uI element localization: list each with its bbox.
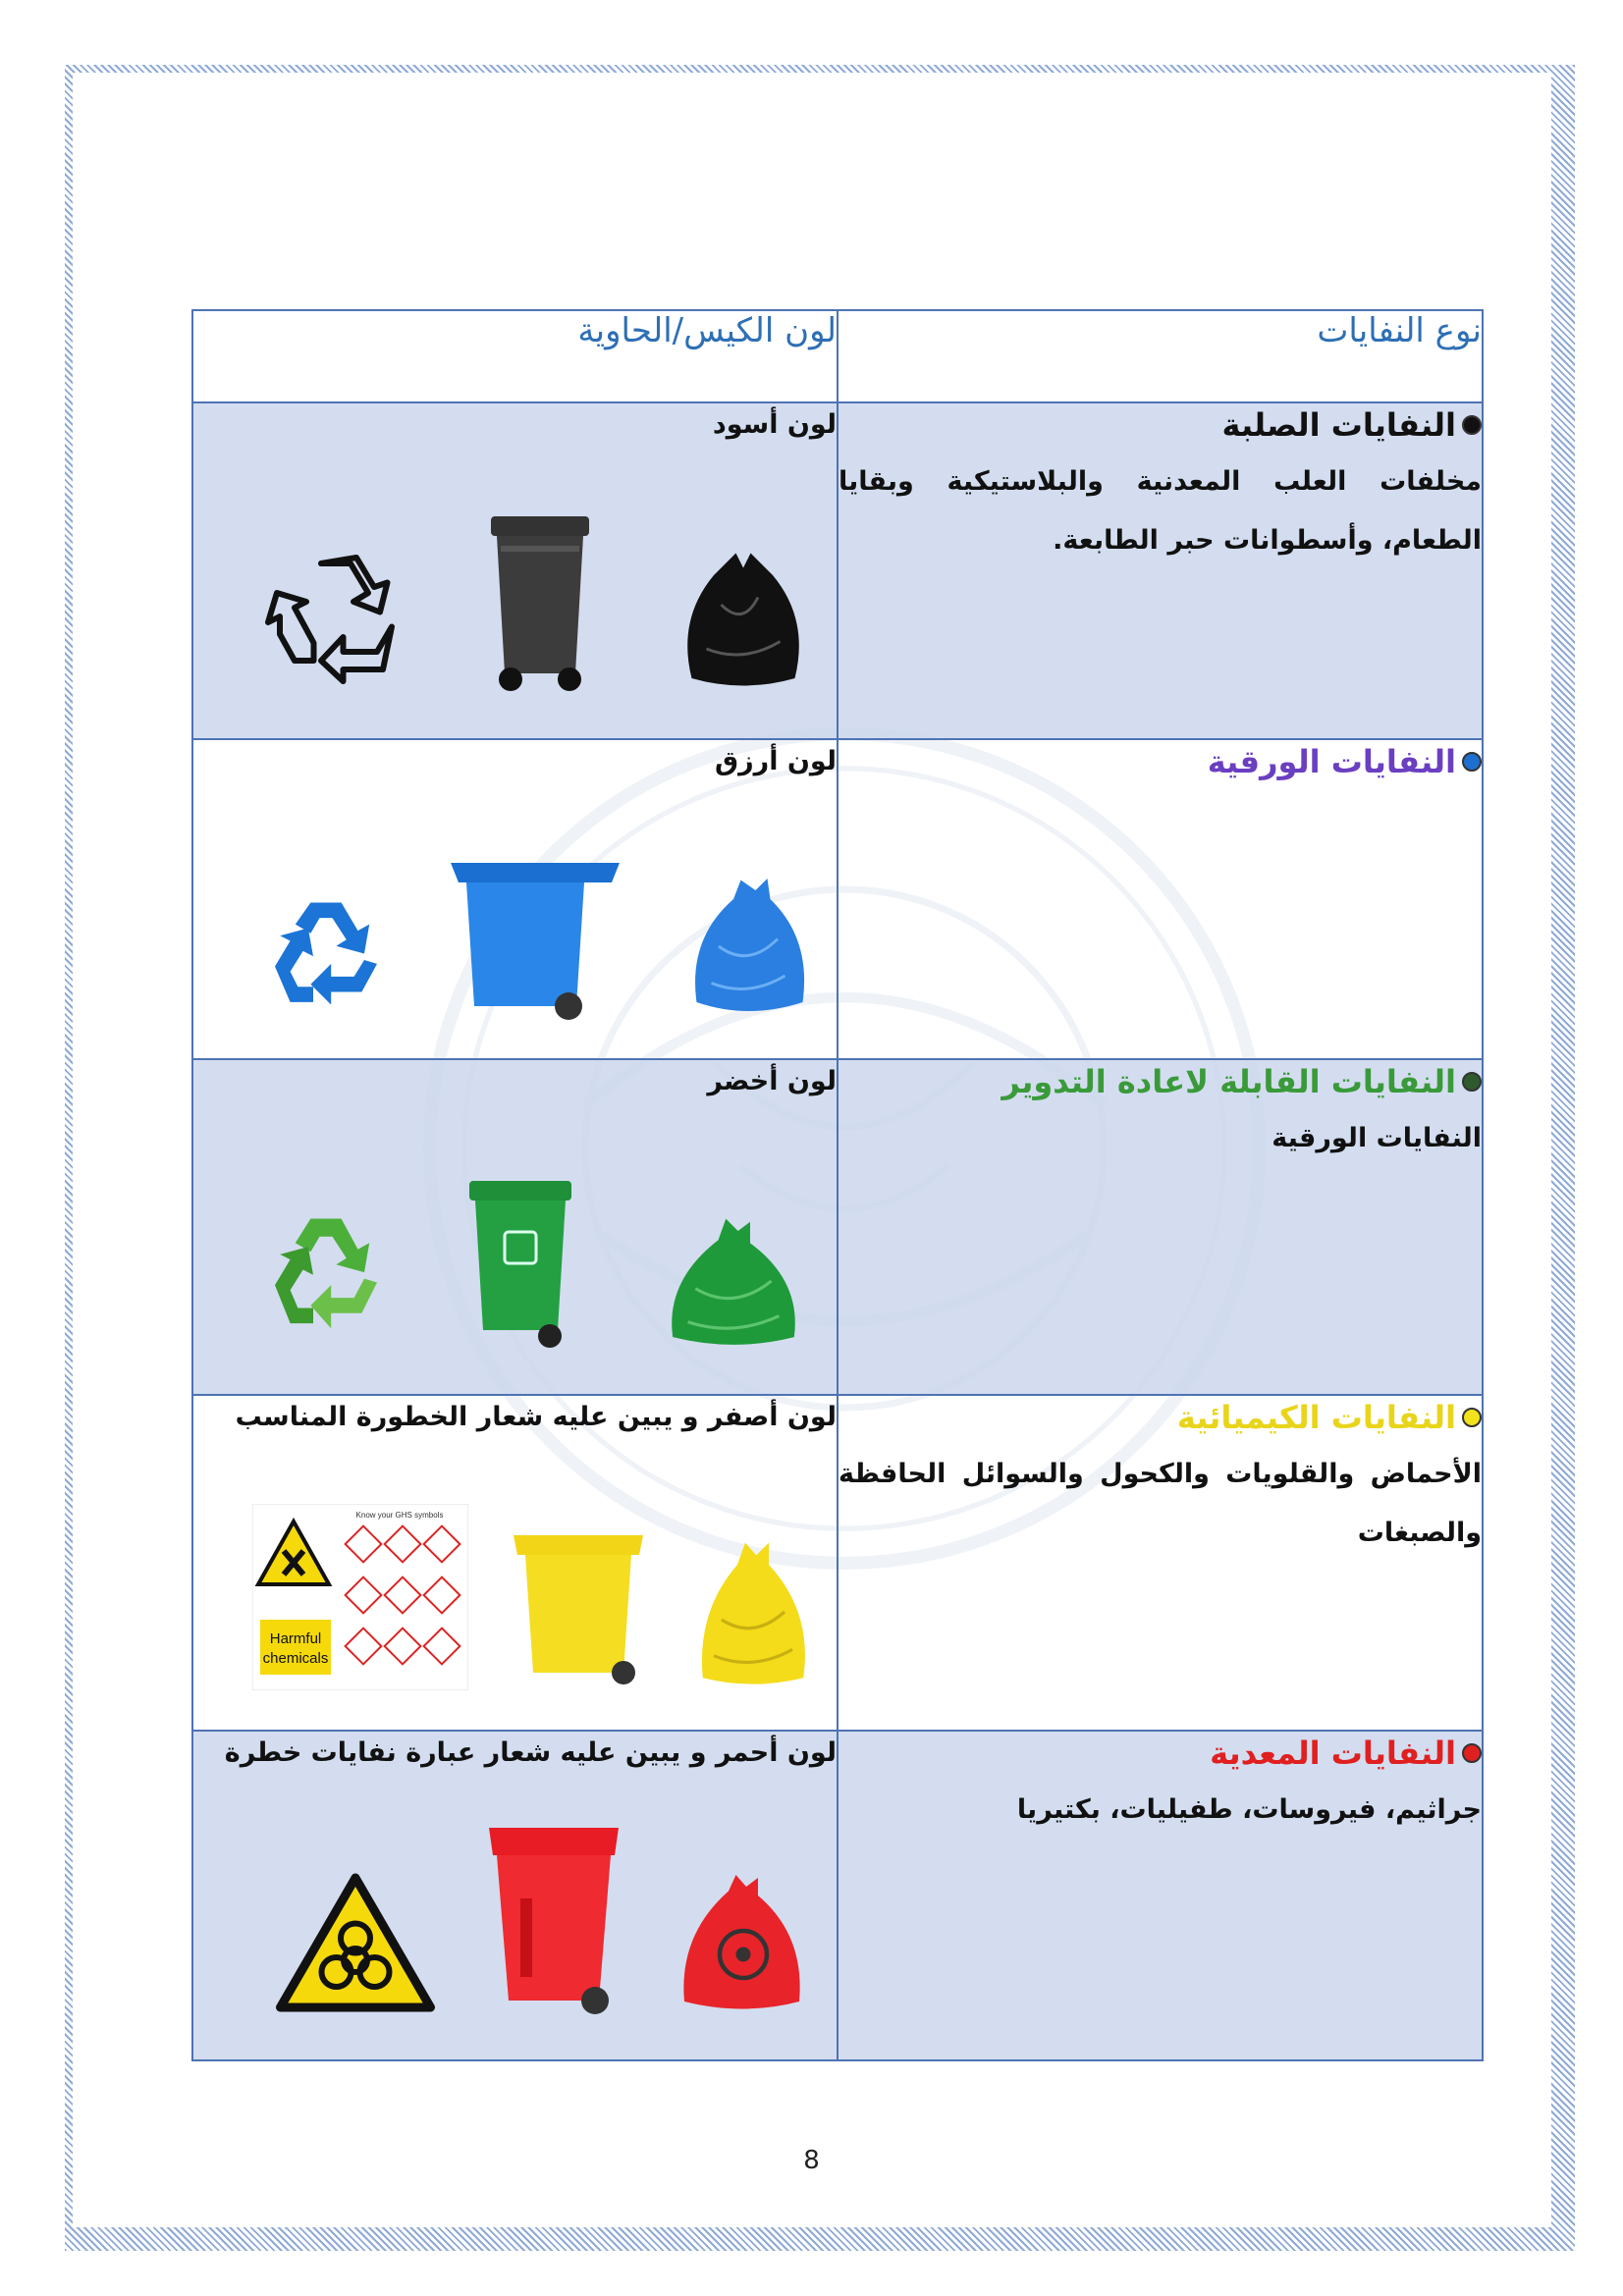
table-header-row — [192, 310, 1483, 402]
table-row — [192, 739, 1483, 1059]
waste-type-description: الأحماض والقلويات والكحول والسوائل الحافظة والصبغات — [839, 1459, 1482, 1548]
blue-bag-icon — [679, 873, 817, 1020]
container-color-label: لون أسود — [712, 409, 837, 440]
harmful-chemicals-sign — [252, 1504, 468, 1690]
waste-type-cell — [838, 1059, 1483, 1395]
icons-row — [262, 853, 817, 1020]
blue-bin-icon — [447, 853, 623, 1020]
blue-recycle-icon — [262, 887, 390, 1020]
page-number: 8 — [803, 2146, 820, 2175]
biohazard-sign-icon — [272, 1869, 439, 2016]
table-row — [192, 1731, 1483, 2060]
container-color-cell — [192, 402, 838, 739]
container-color-cell — [192, 1395, 838, 1731]
green-bin-icon — [461, 1173, 579, 1350]
color-column-header: لون الكيس/الحاوية — [192, 310, 838, 402]
icons-row — [262, 1173, 817, 1350]
container-color-label: لون أصفر و يبين عليه شعار الخطورة المناسب — [235, 1402, 837, 1432]
type-column-header: نوع النفايات — [838, 310, 1483, 402]
container-color-cell — [192, 1059, 838, 1395]
sign-text-line-1: Harmful — [269, 1630, 322, 1647]
waste-type-description: جراثيم، فيروسات، طفيليات، بكتيريا — [1016, 1794, 1482, 1825]
bullet-dot — [1462, 415, 1482, 435]
sign-header: Know your GHS symbols — [355, 1511, 444, 1520]
bullet-dot — [1462, 1408, 1482, 1427]
container-color-cell — [192, 1731, 838, 2060]
bullet-dot — [1462, 1072, 1482, 1092]
waste-type-cell — [838, 1395, 1483, 1731]
waste-type-title: النفايات القابلة لاعادة التدوير — [839, 1060, 1482, 1103]
black-bin-icon — [481, 507, 599, 693]
sign-text-line-2: chemicals — [262, 1650, 329, 1667]
waste-type-description: مخلفات العلب المعدنية والبلاستيكية وبقايا الطعام، وأسطوانات حبر الطابعة. — [839, 466, 1482, 556]
waste-type-title: النفايات الكيميائية — [839, 1396, 1482, 1439]
table-row — [192, 1059, 1483, 1395]
recycle-outline-icon — [262, 546, 409, 693]
waste-type-title: النفايات الورقية — [839, 740, 1482, 783]
container-color-cell — [192, 739, 838, 1059]
container-color-label: لون أخضر — [707, 1066, 837, 1096]
table-row — [192, 402, 1483, 739]
icons-row — [272, 1820, 817, 2016]
black-bag-icon — [670, 546, 817, 693]
icons-row — [252, 1504, 817, 1690]
waste-type-title: النفايات الصلبة — [839, 403, 1482, 447]
waste-type-title: النفايات المعدية — [839, 1732, 1482, 1775]
waste-type-cell — [838, 1731, 1483, 2060]
yellow-bag-icon — [689, 1533, 817, 1690]
green-recycle-icon — [262, 1202, 390, 1350]
yellow-bin-icon — [506, 1523, 653, 1690]
table-row — [192, 1395, 1483, 1731]
red-bin-icon — [481, 1820, 628, 2016]
waste-type-cell — [838, 739, 1483, 1059]
bullet-dot — [1462, 1743, 1482, 1763]
icons-row — [262, 507, 817, 693]
container-color-label: لون أرزق — [715, 746, 837, 776]
green-bag-icon — [650, 1212, 817, 1350]
bullet-dot — [1462, 752, 1482, 772]
red-bag-icon — [670, 1869, 817, 2016]
container-color-label: لون أحمر و يبين عليه شعار عبارة نفايات خطرة — [224, 1737, 837, 1768]
waste-table — [191, 309, 1484, 2061]
waste-type-description: النفايات الورقية — [1271, 1123, 1482, 1153]
waste-type-cell — [838, 402, 1483, 739]
